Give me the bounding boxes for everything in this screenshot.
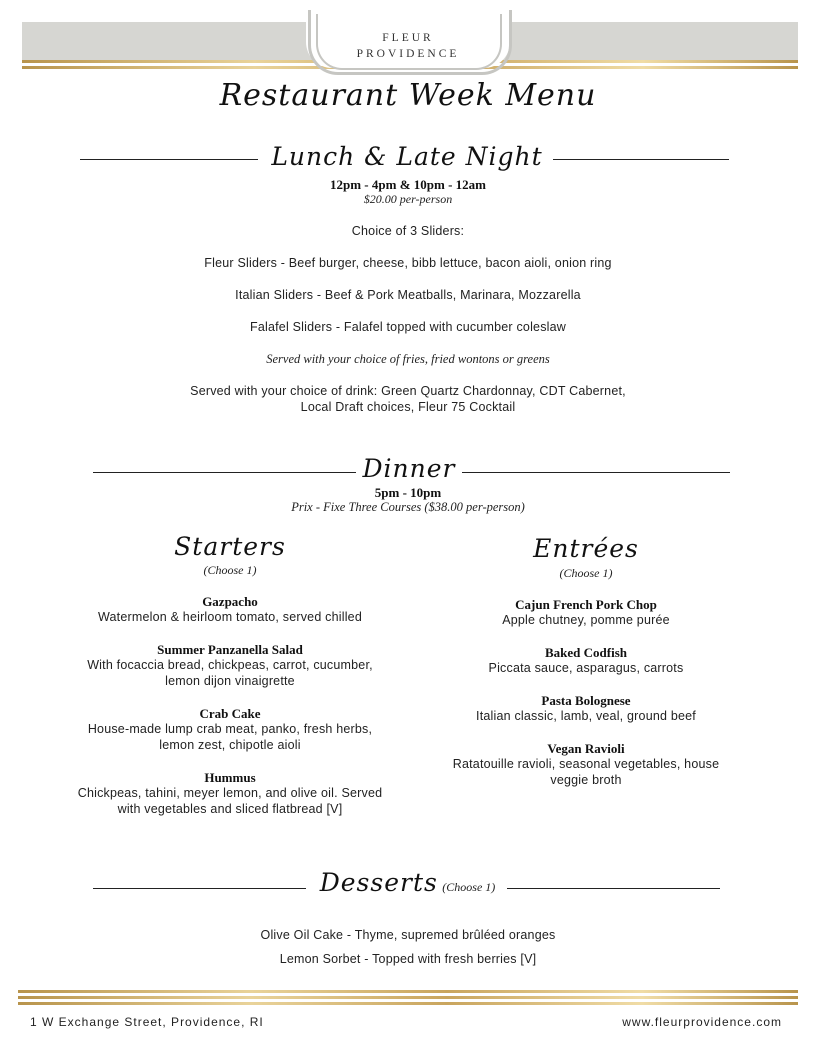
menu-title: Restaurant Week Menu	[219, 78, 597, 113]
starter-description: With focaccia bread, chickpeas, carrot, cucumber,	[87, 658, 373, 672]
dessert-item: Olive Oil Cake - Thyme, supremed brûléed oranges	[260, 928, 556, 942]
entrees-choose: (Choose 1)	[559, 566, 613, 580]
section-divider	[507, 888, 720, 889]
lunch-item: Fleur Sliders - Beef burger, cheese, bibb lettuce, bacon aioli, onion ring	[204, 256, 612, 270]
dinner-hours: 5pm - 10pm	[374, 485, 442, 500]
entree-name: Vegan Ravioli	[547, 741, 625, 756]
lunch-heading: Lunch & Late Night	[271, 142, 543, 171]
section-divider	[93, 472, 356, 473]
starter-description: with vegetables and sliced flatbread [V]	[117, 802, 343, 816]
dessert-item: Lemon Sorbet - Topped with fresh berries [V]	[279, 952, 537, 966]
lunch-hours: 12pm - 4pm & 10pm - 12am	[330, 177, 486, 192]
starter-description: lemon dijon vinaigrette	[165, 674, 295, 688]
lunch-price: $20.00 per-person	[363, 192, 453, 206]
entree-description: Apple chutney, pomme purée	[502, 613, 670, 627]
entree-description: Italian classic, lamb, veal, ground beef	[476, 709, 696, 723]
entree-description: veggie broth	[550, 773, 622, 787]
starters-choose: (Choose 1)	[203, 563, 257, 577]
starter-description: lemon zest, chipotle aioli	[159, 738, 301, 752]
section-divider	[80, 159, 258, 160]
desserts-heading-group	[310, 868, 505, 897]
footer-gold-stripe	[18, 1002, 798, 1005]
desserts-choose: (Choose 1)	[442, 880, 496, 894]
dinner-heading: Dinner	[362, 454, 456, 483]
lunch-drinks-line2: Local Draft choices, Fleur 75 Cocktail	[300, 400, 516, 414]
starter-name: Hummus	[204, 770, 256, 785]
entree-description: Ratatouille ravioli, seasonal vegetables, house	[452, 757, 720, 771]
footer-website[interactable]: www.fleurprovidence.com	[622, 1015, 782, 1029]
brand-name-line2: PROVIDENCE	[356, 48, 460, 60]
starter-name: Gazpacho	[202, 594, 258, 609]
lunch-sides: Served with your choice of fries, fried wontons or greens	[266, 352, 550, 366]
section-divider	[93, 888, 306, 889]
lunch-item: Italian Sliders - Beef & Pork Meatballs, Marinara, Mozzarella	[235, 288, 581, 302]
lunch-item: Falafel Sliders - Falafel topped with cucumber coleslaw	[250, 320, 566, 334]
footer-gold-stripe	[18, 996, 798, 999]
starter-description: Watermelon & heirloom tomato, served chilled	[97, 610, 362, 624]
footer-gold-stripe	[18, 990, 798, 993]
starters-heading: Starters	[174, 532, 286, 561]
starter-description: Chickpeas, tahini, meyer lemon, and olive oil. Served	[77, 786, 383, 800]
section-divider	[462, 472, 730, 473]
entree-name: Cajun French Pork Chop	[515, 597, 657, 612]
footer-address: 1 W Exchange Street, Providence, RI	[30, 1015, 264, 1029]
lunch-choice: Choice of 3 Sliders:	[351, 224, 465, 238]
desserts-heading: Desserts	[319, 868, 438, 897]
starter-name: Crab Cake	[199, 706, 261, 721]
section-divider	[553, 159, 729, 160]
entree-description: Piccata sauce, asparagus, carrots	[488, 661, 684, 675]
starter-description: House-made lump crab meat, panko, fresh herbs,	[87, 722, 373, 736]
dinner-prix-fixe: Prix - Fixe Three Courses ($38.00 per-person)	[291, 500, 525, 514]
starter-name: Summer Panzanella Salad	[157, 642, 303, 657]
entrees-heading: Entrées	[533, 534, 639, 563]
lunch-drinks-line1: Served with your choice of drink: Green Quartz Chardonnay, CDT Cabernet,	[190, 384, 626, 398]
brand-name-line1: FLEUR	[382, 32, 434, 44]
entree-name: Baked Codfish	[545, 645, 627, 660]
entree-name: Pasta Bolognese	[541, 693, 631, 708]
